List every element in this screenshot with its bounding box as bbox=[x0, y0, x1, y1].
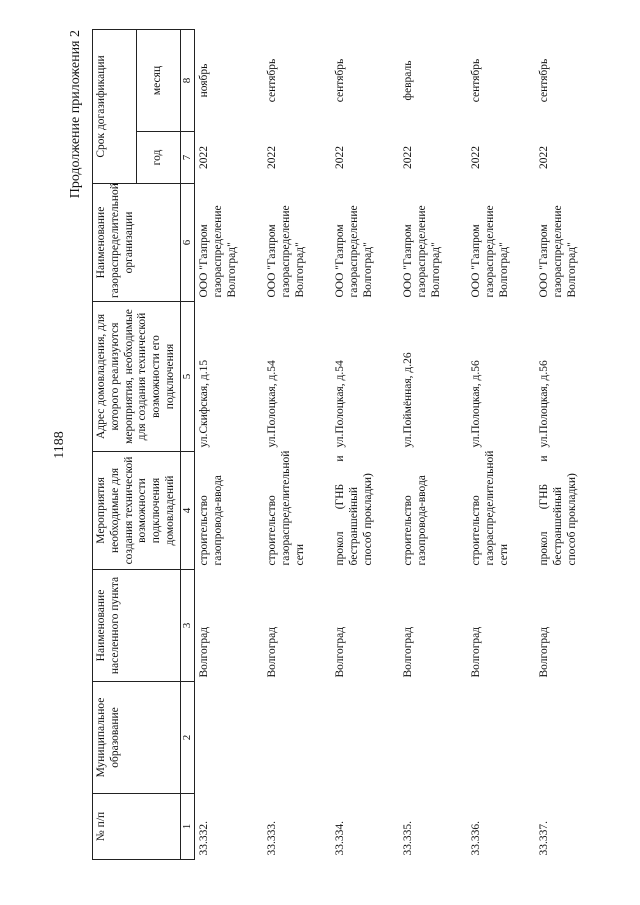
row-address: ул.Полоцкая, д.56 bbox=[469, 360, 482, 448]
row-measure: прокол (ГНБ и бестраншейный способ прокладки) bbox=[333, 455, 374, 566]
row-measure: строительство газораспределительной сети bbox=[469, 450, 510, 566]
table-row bbox=[331, 30, 399, 860]
header-organization: Наименование газораспределительной организации bbox=[93, 184, 181, 302]
row-locality: Волгоград bbox=[333, 626, 346, 678]
row-month: сентябрь bbox=[265, 58, 278, 103]
table-row bbox=[535, 30, 603, 860]
column-number: 5 bbox=[180, 302, 194, 452]
table-row bbox=[467, 30, 535, 860]
row-year: 2022 bbox=[469, 146, 482, 169]
header-num: № п/п bbox=[93, 794, 181, 860]
row-locality: Волгоград bbox=[537, 626, 550, 678]
row-locality: Волгоград bbox=[401, 626, 414, 678]
row-organization: ООО "Газпром газораспределение Волгоград" bbox=[197, 205, 238, 298]
row-number: 33.336. bbox=[469, 821, 482, 856]
row-measure: строительство газораспределительной сети bbox=[265, 450, 306, 566]
row-address: ул.Поймённая, д.26 bbox=[401, 352, 414, 448]
row-municipality bbox=[535, 682, 603, 794]
row-month: ноябрь bbox=[197, 63, 210, 98]
row-number: 33.333. bbox=[265, 821, 278, 856]
row-organization: ООО "Газпром газораспределение Волгоград" bbox=[265, 205, 306, 298]
column-number: 6 bbox=[180, 184, 194, 302]
rotated-page bbox=[50, 30, 610, 860]
row-locality: Волгоград bbox=[469, 626, 482, 678]
column-number: 7 bbox=[180, 132, 194, 184]
row-month: сентябрь bbox=[469, 58, 482, 103]
row-organization: ООО "Газпром газораспределение Волгоград" bbox=[537, 205, 578, 298]
column-number-row bbox=[180, 30, 194, 860]
header-measures: Мероприятия необходимые для создания технической возможности подключения домовладений bbox=[93, 452, 181, 570]
row-year: 2022 bbox=[197, 146, 210, 169]
gasification-table bbox=[92, 29, 603, 860]
table-row bbox=[194, 30, 263, 860]
row-locality: Волгоград bbox=[197, 626, 210, 678]
row-municipality bbox=[331, 682, 399, 794]
header-municipality: Муниципальное образование bbox=[93, 682, 181, 794]
row-organization: ООО "Газпром газораспределение Волгоград" bbox=[333, 205, 374, 298]
row-address: ул.Полоцкая, д.54 bbox=[333, 360, 346, 448]
row-organization: ООО "Газпром газораспределение Волгоград" bbox=[469, 205, 510, 298]
row-year: 2022 bbox=[265, 146, 278, 169]
page-number: 1188 bbox=[52, 431, 67, 459]
row-measure: прокол (ГНБ и бестраншейный способ прокладки) bbox=[537, 455, 578, 566]
row-measure: строительство газопровода-ввода bbox=[197, 475, 224, 566]
row-measure: строительство газопровода-ввода bbox=[401, 475, 428, 566]
column-number: 4 bbox=[180, 452, 194, 570]
row-municipality bbox=[263, 682, 331, 794]
row-number: 33.335. bbox=[401, 821, 414, 856]
row-municipality bbox=[194, 682, 263, 794]
row-year: 2022 bbox=[333, 146, 346, 169]
continuation-label: Продолжение приложения 2 bbox=[68, 30, 83, 199]
row-month: февраль bbox=[401, 60, 414, 101]
column-number: 1 bbox=[180, 794, 194, 860]
row-year: 2022 bbox=[537, 146, 550, 169]
table-row bbox=[263, 30, 331, 860]
row-month: сентябрь bbox=[333, 58, 346, 103]
row-address: ул.Полоцкая, д.54 bbox=[265, 360, 278, 448]
row-address: ул.Полоцкая, д.56 bbox=[537, 360, 550, 448]
header-locality: Наименование населенного пункта bbox=[93, 570, 181, 682]
row-municipality bbox=[467, 682, 535, 794]
row-month: сентябрь bbox=[537, 58, 550, 103]
row-organization: ООО "Газпром газораспределение Волгоград" bbox=[401, 205, 442, 298]
row-address: ул.Скифская, д.15 bbox=[197, 359, 210, 448]
header-address: Адрес домовладения, для которого реализуются мероприятия, необходимые для создания технической возможности его подключения bbox=[93, 302, 181, 452]
row-number: 33.337. bbox=[537, 821, 550, 856]
row-municipality bbox=[399, 682, 467, 794]
header-deadline: Срок догазификации bbox=[93, 30, 137, 184]
header-month: месяц bbox=[136, 30, 180, 132]
row-locality: Волгоград bbox=[265, 626, 278, 678]
row-number: 33.334. bbox=[333, 821, 346, 856]
column-number: 3 bbox=[180, 570, 194, 682]
column-number: 8 bbox=[180, 30, 194, 132]
table-row bbox=[399, 30, 467, 860]
header-year: год bbox=[136, 132, 180, 184]
row-year: 2022 bbox=[401, 146, 414, 169]
row-number: 33.332. bbox=[197, 821, 210, 856]
column-number: 2 bbox=[180, 682, 194, 794]
